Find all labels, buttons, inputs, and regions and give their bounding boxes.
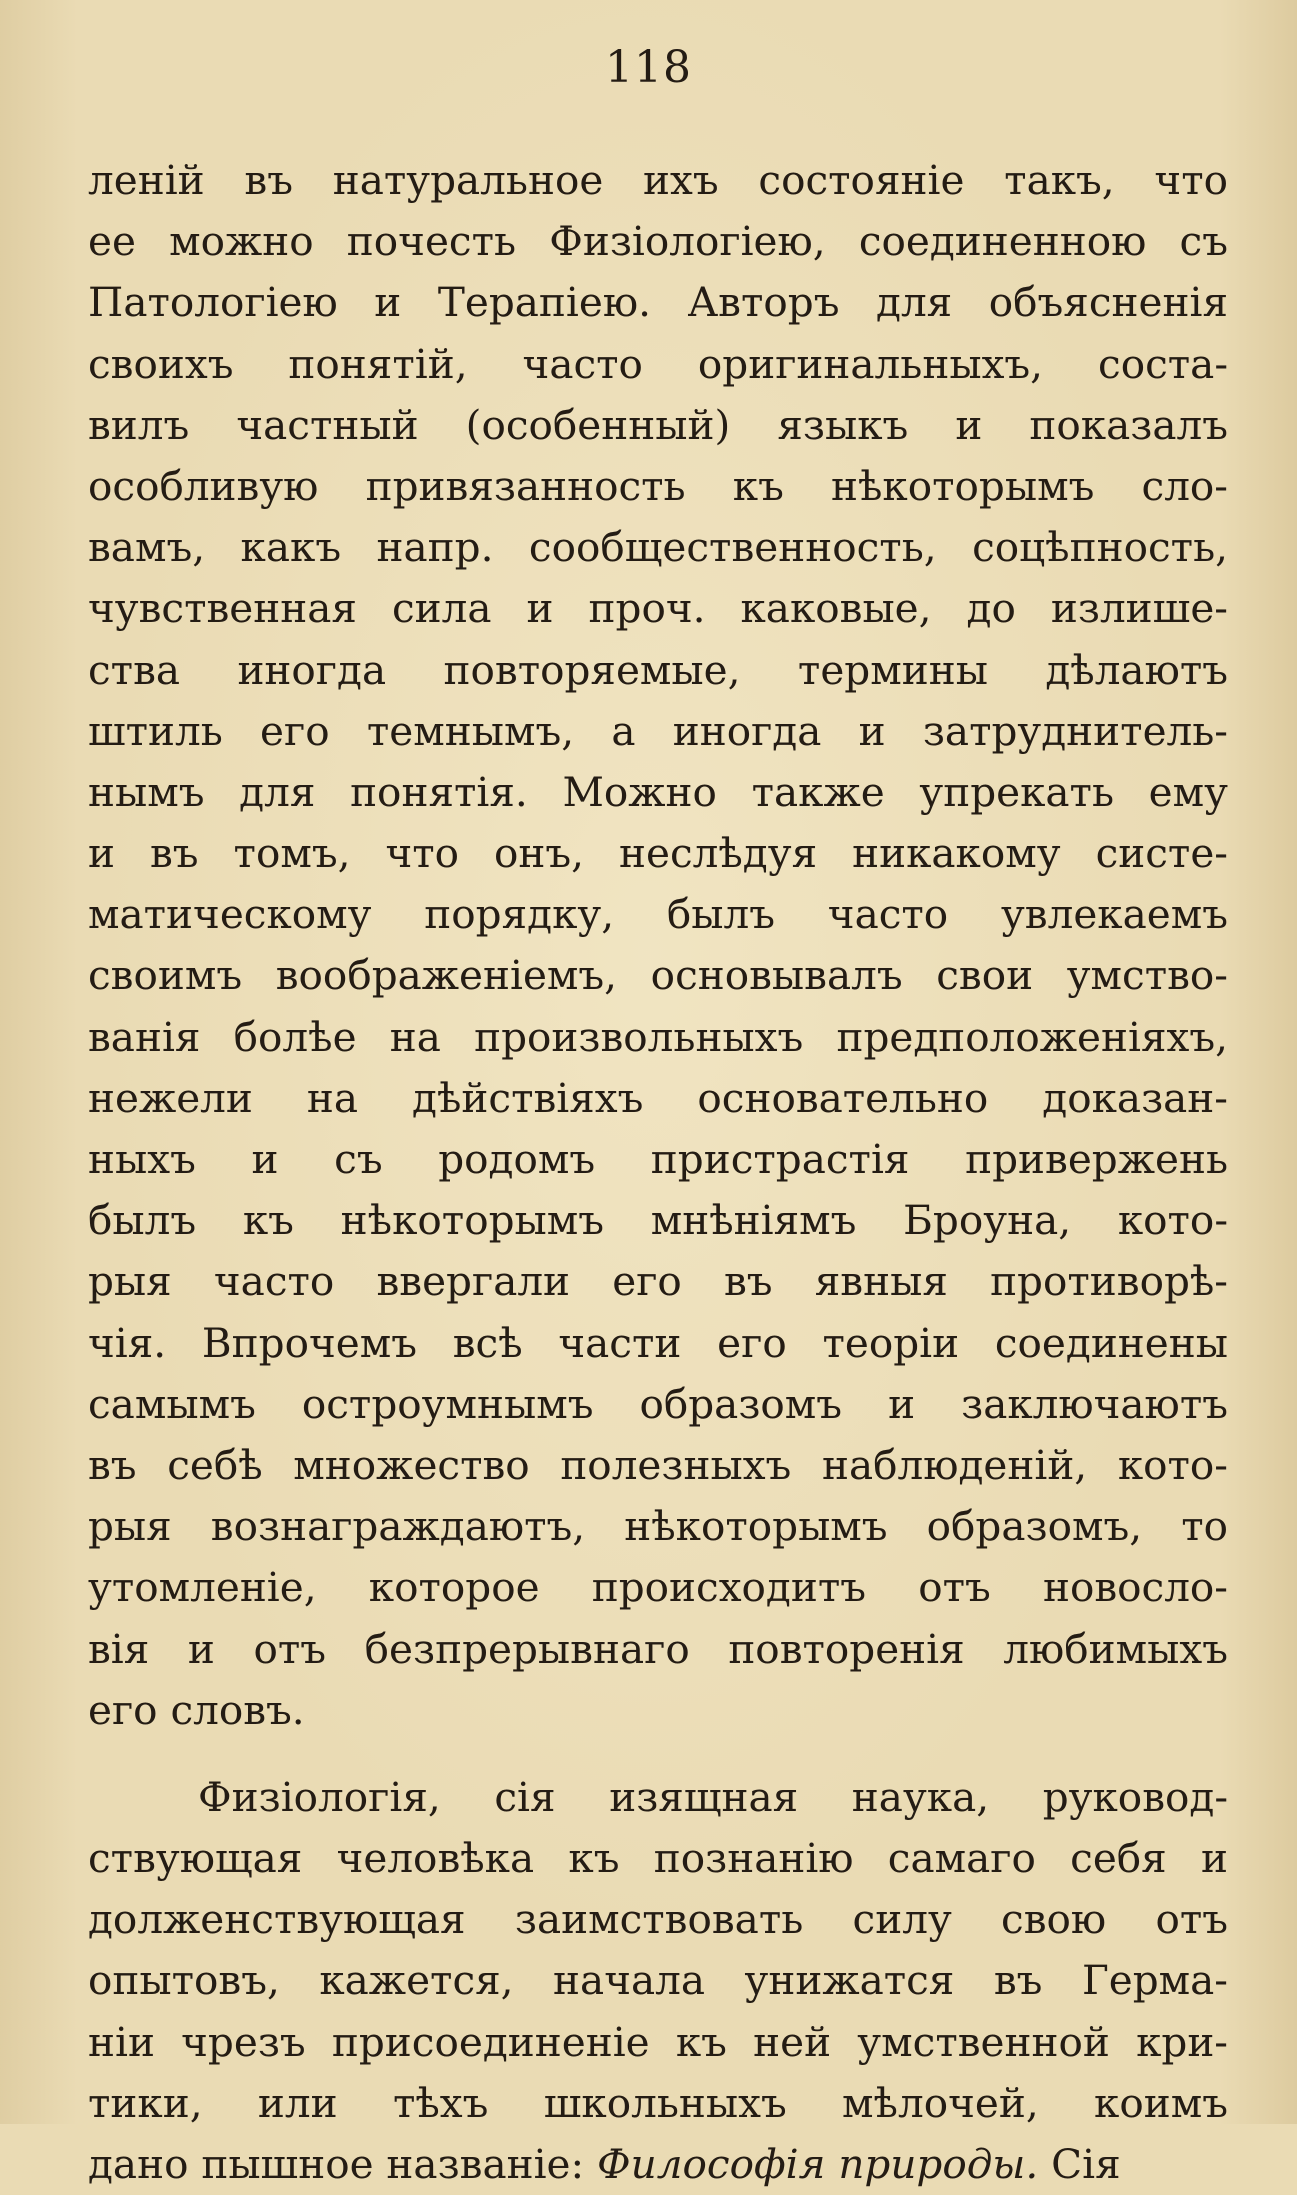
text-line: самымъ остроумнымъ образомъ и заключаютъ — [88, 1379, 1228, 1428]
text-line: вамъ, какъ напр. сообщественность, соцѣпность, — [88, 523, 1228, 572]
body-text — [88, 150, 1228, 2195]
text-line: матическому порядку, былъ часто увлекаемъ — [88, 890, 1228, 939]
text-line: нежели на дѣйствіяхъ основательно доказан- — [88, 1073, 1228, 1122]
page-number: 118 — [605, 42, 692, 93]
text-line: и въ томъ, что онъ, неслѣдуя никакому систе- — [88, 829, 1228, 878]
text-line: своимъ воображеніемъ, основывалъ свои умство- — [88, 951, 1228, 1000]
text-line: въ себѣ множество полезныхъ наблюденій, кото- — [88, 1440, 1228, 1489]
text-line: опытовъ, кажется, начала унижатся въ Герма- — [88, 1956, 1228, 2005]
text-line: ства иногда повторяемые, термины дѣлаютъ — [88, 645, 1228, 694]
text-line: чія. Впрочемъ всѣ части его теоріи соединены — [88, 1318, 1228, 1367]
paragraph-1 — [88, 150, 1228, 1741]
text-line: утомленіе, которое происходитъ отъ новосло- — [88, 1563, 1228, 1612]
text-line: рыя вознаграждаютъ, нѣкоторымъ образомъ, то — [88, 1502, 1228, 1551]
text-line — [88, 2134, 1228, 2195]
text-span: Сія — [1038, 2140, 1121, 2188]
text-line: чувственная сила и проч. каковые, до излише- — [88, 584, 1228, 633]
text-line: рыя часто ввергали его въ явныя противорѣ- — [88, 1257, 1228, 1306]
text-line: нымъ для понятія. Можно также упрекать ему — [88, 767, 1228, 816]
text-line: штиль его темнымъ, а иногда и затруднитель- — [88, 706, 1228, 755]
text-line: ніи чрезъ присоединеніе къ ней умственной кри- — [88, 2017, 1228, 2066]
text-line: долженствующая заимствовать силу свою отъ — [88, 1895, 1228, 1944]
text-line: вилъ частный (особенный) языкъ и показалъ — [88, 400, 1228, 449]
paragraph-2 — [88, 1767, 1228, 2134]
text-line: своихъ понятій, часто оригинальныхъ, соста- — [88, 339, 1228, 388]
text-line: ванія болѣе на произвольныхъ предположеніяхъ, — [88, 1012, 1228, 1061]
text-line: ствующая человѣка къ познанію самаго себя и — [88, 1834, 1228, 1883]
text-line: былъ къ нѣкоторымъ мнѣніямъ Броуна, кото- — [88, 1196, 1228, 1245]
text-line: ее можно почесть Физіологіею, соединенною съ — [88, 217, 1228, 266]
text-line: леній въ натуральное ихъ состояніе такъ, что — [88, 156, 1228, 204]
text-span: дано пышное названіе: — [88, 2140, 598, 2188]
text-line: тики, или тѣхъ школьныхъ мѣлочей, коимъ — [88, 2078, 1228, 2127]
text-line: ныхъ и съ родомъ пристрастія привержень — [88, 1135, 1228, 1183]
italic-term: Философія природы. — [597, 2140, 1039, 2188]
text-line: Патологіею и Терапіею. Авторъ для объясненія — [88, 278, 1228, 327]
text-line: Физіологія, сія изящная наука, руковод- — [198, 1772, 1228, 1821]
text-line: его словъ. — [88, 1685, 305, 1734]
text-line: вія и отъ безпрерывнаго повторенія любимыхъ — [88, 1624, 1228, 1673]
text-line: особливую привязанность къ нѣкоторымъ сло- — [88, 461, 1228, 510]
paragraph-gap — [88, 1741, 1228, 1767]
